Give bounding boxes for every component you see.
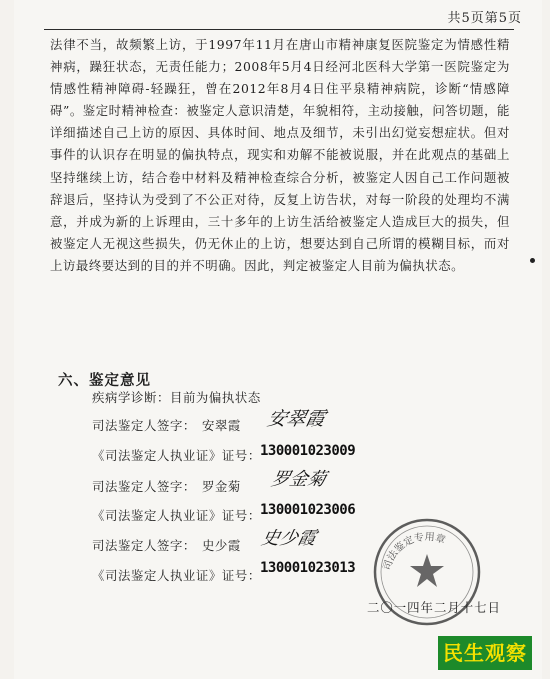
signatory-name: 安翠霞: [201, 418, 241, 433]
cert-label: 《司法鉴定人执业证》证号：: [92, 448, 261, 463]
signatory-name: 史少霞: [201, 538, 241, 553]
diagnosis-label: 疾病学诊断：: [92, 390, 170, 405]
cert-line-2: [92, 506, 261, 524]
watermark-logo: 民生观察: [438, 636, 532, 670]
margin-mark: [530, 258, 535, 263]
diagnosis-line: [92, 388, 261, 406]
signatory-name: 罗金菊: [201, 479, 241, 494]
signature-handwriting: 史少霞: [259, 528, 318, 549]
signature-line-1: [92, 416, 241, 434]
page-indicator: 共5页第5页: [447, 11, 522, 26]
cert-label: 《司法鉴定人执业证》证号：: [92, 568, 261, 583]
cert-number-stamp: 130001023009: [260, 443, 356, 459]
body-text: [50, 34, 510, 277]
document-date: 二〇一四年二月十七日: [367, 600, 501, 615]
cert-line-3: [92, 566, 261, 584]
sign-label: 司法鉴定人签字：: [92, 538, 196, 553]
header-rule: [44, 29, 514, 30]
diagnosis-value: 目前为偏执状态: [169, 390, 261, 405]
seal-text: 司法鉴定专用章: [381, 531, 447, 572]
cert-number-stamp: 130001023006: [260, 502, 356, 518]
cert-number-stamp: 130001023013: [260, 560, 356, 576]
signature-handwriting: 罗金菊: [269, 469, 328, 490]
document-page: [14, 0, 542, 679]
sign-label: 司法鉴定人签字：: [92, 479, 196, 494]
body-paragraph: 法律不当，故频繁上访，于1997年11月在唐山市精神康复医院鉴定为情感性精神病，躁狂状态，无责任能力；2008年5月4日经河北医科大学第一医院鉴定为情感性精神障碍-轻躁狂，曾在2012年8月4日住平泉精神病院，诊断“情感障碍”。鉴定时精神检查：被鉴定人意识清楚，年貌相符，主动接触，问答切题，能详细描述自己上访的原因、具体时间、地点及细节，未引出幻觉妄想症状。但对事件的认识存在明显的偏执特点，现实和劝解不能被说服，并在此观点的基础上坚持继续上访，结合卷中材料及精神检查综合分析，被鉴定人因自己工作问题被辞退后，坚持认为受到了不公正对待，反复上访告状，对每一阶段的处理均不满意，并成为新的上诉理由，三十多年的上访生活给被鉴定人造成巨大的损失，但被鉴定人无视这些损失，仍无休止的上访，想要达到自己所谓的模糊目标，而对上访最终要达到的目的并不明确。因此，判定被鉴定人目前为偏执状态。: [50, 37, 510, 273]
signature-line-2: [92, 477, 241, 495]
sign-label: 司法鉴定人签字：: [92, 418, 196, 433]
section-title: 六、鉴定意见: [58, 372, 151, 389]
signature-line-3: [92, 536, 241, 554]
cert-line-1: [92, 446, 261, 464]
cert-label: 《司法鉴定人执业证》证号：: [92, 508, 261, 523]
signature-handwriting: 安翠霞: [265, 408, 328, 430]
